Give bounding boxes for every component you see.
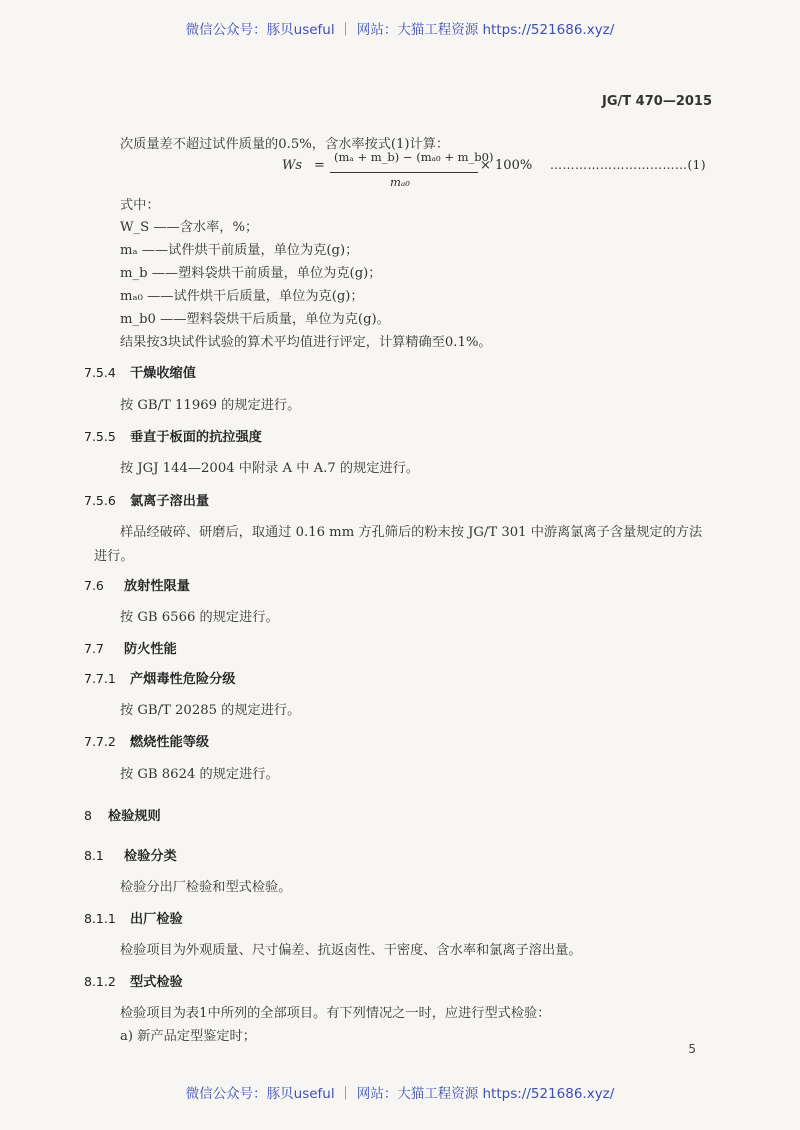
section-body: 样品经破碎、研磨后，取通过 0.16 mm 方孔筛后的粉末按 JG/T 301 中游离氯离子含量规定的方法 [120, 525, 703, 540]
where-label: 式中： [120, 198, 160, 213]
formula-lhs: Ws [282, 158, 303, 173]
section-heading [84, 668, 236, 687]
result-line: 结果按3块试件试验的算术平均值进行评定，计算精确至0.1%。 [120, 335, 492, 350]
section-heading [84, 490, 209, 509]
formula-numerator: (mₐ + m_b) − (mₐ₀ + m_b0) [334, 150, 494, 164]
section-number: 8 [84, 808, 92, 823]
section-number: 8.1 [84, 848, 104, 863]
section-heading [84, 908, 183, 927]
section-title: 出厂检验 [130, 912, 183, 927]
section-number: 7.5.5 [84, 429, 116, 444]
section-title: 氯离子溶出量 [130, 494, 210, 509]
section-body: 按 GB/T 11969 的规定进行。 [120, 398, 301, 413]
section-body: 检验项目为表1中所列的全部项目。有下列情况之一时，应进行型式检验： [120, 1006, 551, 1021]
section-body: 检验项目为外观质量、尺寸偏差、抗返卤性、干密度、含水率和氯离子溶出量。 [120, 943, 582, 958]
standard-number: JG/T 470—2015 [602, 94, 712, 109]
formula-denominator: mₐ₀ [390, 175, 410, 189]
section-number: 8.1.2 [84, 974, 116, 989]
watermark-bottom: 微信公众号：豚贝useful ｜ 网站：大猫工程资源 https://521686.xyz/ [185, 1086, 615, 1102]
section-number: 7.7.2 [84, 734, 116, 749]
section-body-cont: 进行。 [94, 549, 134, 564]
variable-ws: W_S ——含水率，%； [120, 220, 259, 235]
page-number: 5 [688, 1042, 696, 1056]
section-body: 按 GB/T 20285 的规定进行。 [120, 703, 301, 718]
list-item: a) 新产品定型鉴定时； [120, 1029, 256, 1044]
section-body: 检验分出厂检验和型式检验。 [120, 880, 292, 895]
section-heading [84, 845, 177, 864]
section-body: 按 GB 8624 的规定进行。 [120, 767, 279, 782]
section-number: 8.1.1 [84, 911, 116, 926]
section-heading [84, 575, 190, 594]
section-heading [84, 362, 196, 381]
section-number: 7.5.6 [84, 493, 116, 508]
section-title: 检验分类 [124, 849, 177, 864]
section-title: 干燥收缩值 [130, 366, 196, 381]
section-number: 7.7 [84, 641, 104, 656]
variable-ma0: mₐ₀ ——试件烘干后质量，单位为克(g)； [120, 289, 364, 304]
section-title: 垂直于板面的抗拉强度 [130, 430, 262, 445]
section-heading [84, 731, 209, 750]
variable-mb: m_b ——塑料袋烘干前质量，单位为克(g)； [120, 266, 382, 281]
section-title: 防火性能 [124, 642, 177, 657]
section-title: 放射性限量 [124, 579, 190, 594]
section-number: 7.7.1 [84, 671, 116, 686]
variable-ma: mₐ ——试件烘干前质量，单位为克(g)； [120, 243, 359, 258]
section-title: 产烟毒性危险分级 [130, 672, 236, 687]
intro-line: 次质量差不超过试件质量的0.5%，含水率按式(1)计算： [120, 137, 450, 152]
section-title: 检验规则 [108, 809, 161, 824]
section-number: 7.6 [84, 578, 104, 593]
chapter-heading [84, 805, 161, 824]
formula-equation-number: ……………………………(1) [550, 158, 706, 172]
variable-mb0: m_b0 ——塑料袋烘干后质量，单位为克(g)。 [120, 312, 390, 327]
section-title: 燃烧性能等级 [130, 735, 210, 750]
section-title: 型式检验 [130, 975, 183, 990]
formula-equals: = [314, 158, 325, 173]
section-body: 按 JGJ 144—2004 中附录 A 中 A.7 的规定进行。 [120, 461, 420, 476]
section-heading [84, 638, 177, 657]
watermark-top: 微信公众号：豚贝useful ｜ 网站：大猫工程资源 https://521686.xyz/ [185, 22, 615, 38]
section-number: 7.5.4 [84, 365, 116, 380]
formula-times: × 100% [480, 158, 533, 173]
section-heading [84, 426, 262, 445]
section-heading [84, 971, 183, 990]
section-body: 按 GB 6566 的规定进行。 [120, 610, 279, 625]
fraction-bar [330, 172, 478, 173]
